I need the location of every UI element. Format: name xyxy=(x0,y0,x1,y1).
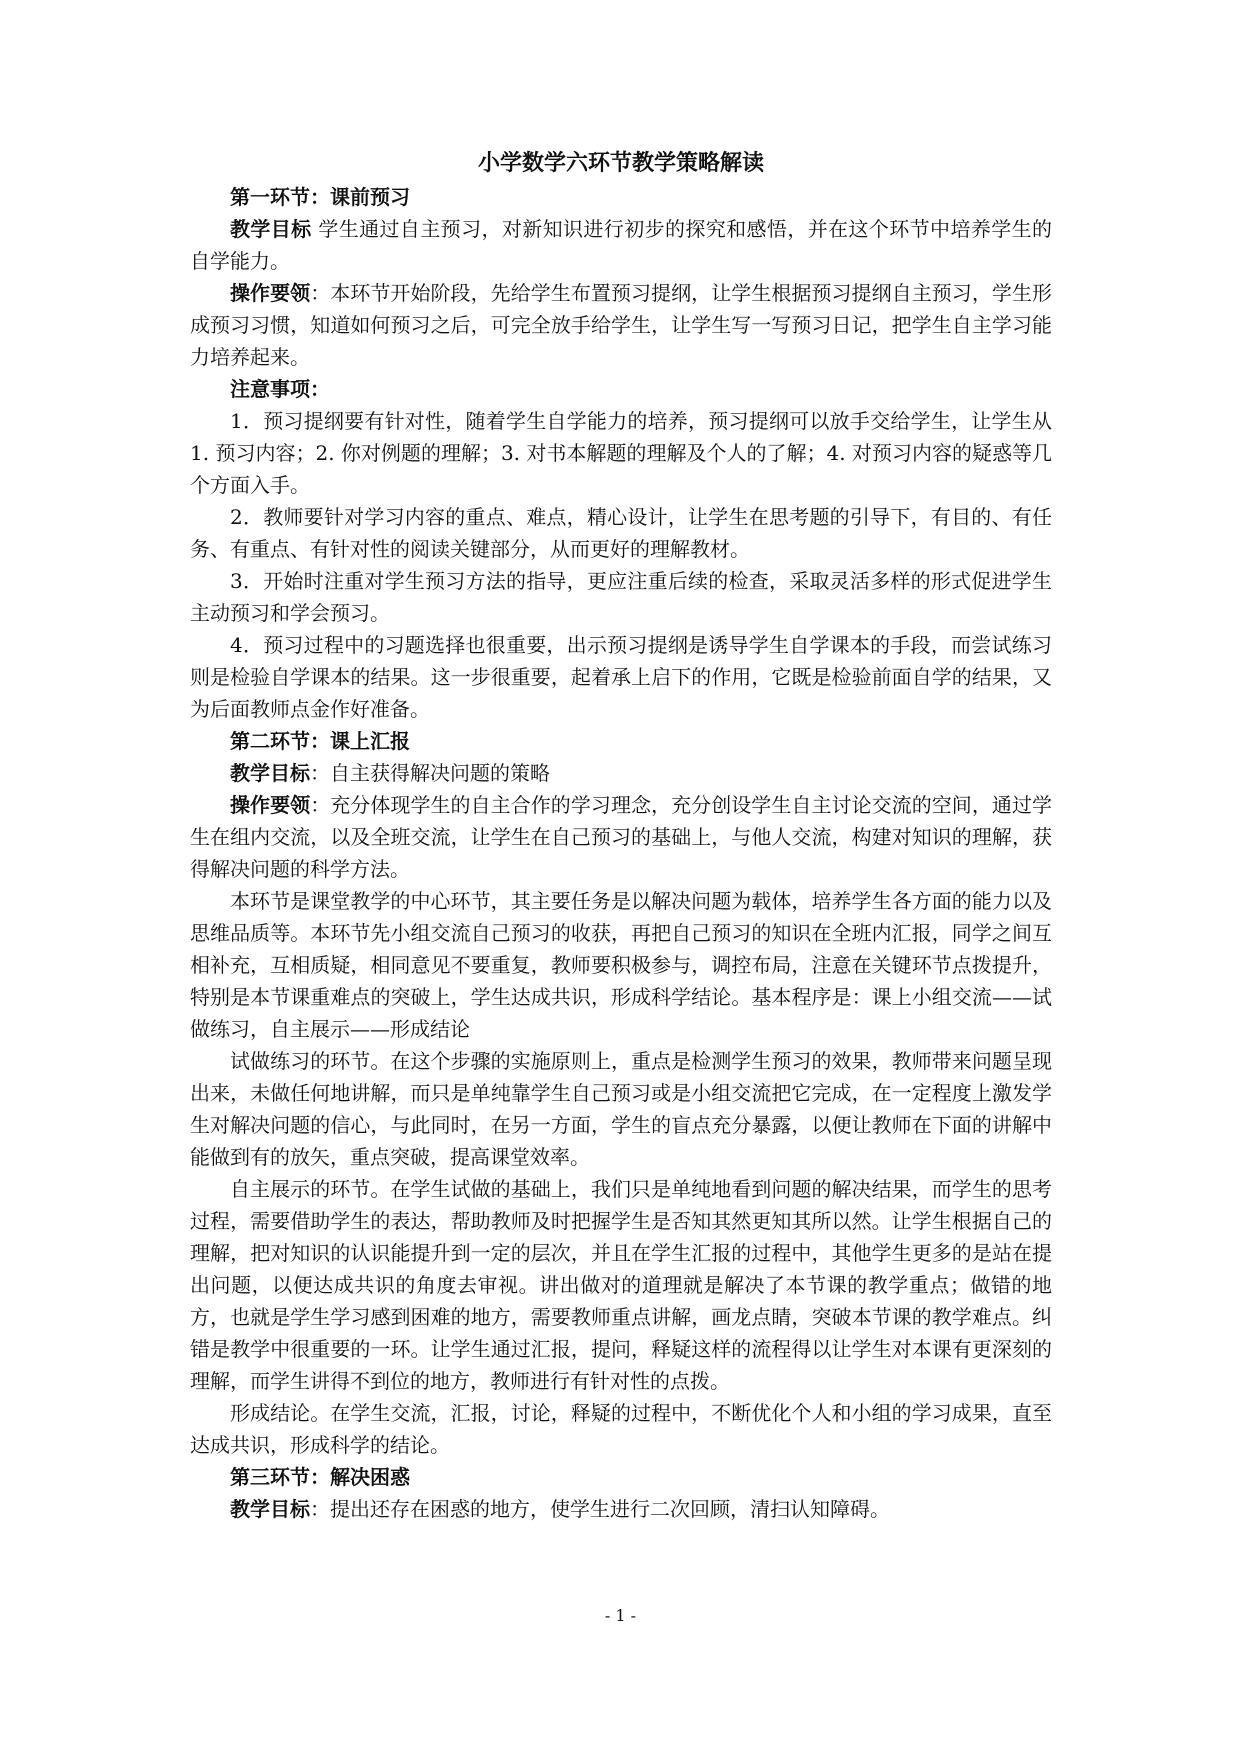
section-1-heading: 第一环节：课前预习 xyxy=(230,185,410,209)
section-1-operation xyxy=(190,277,1052,373)
body-paragraph: 形成结论。在学生交流，汇报，讨论，释疑的过程中，不断优化个人和小组的学习成果，直至达成共识，形成科学的结论。 xyxy=(190,1401,1052,1457)
goal-text: ：自主获得解决问题的策略 xyxy=(310,761,550,785)
body-paragraph: 本环节是课堂教学的中心环节，其主要任务是以解决问题为载体，培养学生各方面的能力以及思维品质等。本环节先小组交流自己预习的收获，再把自己预习的知识在全班内汇报，同学之间互相补充，互相质疑，相同意见不要重复，教师要积极参与，调控布局，注意在关键环节点拨提升，特别是本节课重难点的突破上，学生达成共识，形成科学结论。基本程序是：课上小组交流——试做练习，自主展示——形成结论 xyxy=(190,889,1052,1041)
page-number: - 1 - xyxy=(604,1606,637,1625)
goal-text: ：提出还存在困惑的地方，使学生进行二次回顾，清扫认知障碍。 xyxy=(310,1497,890,1521)
document-title: 小学数学六环节教学策略解读 xyxy=(477,150,764,176)
section-3-heading: 第三环节：解决困惑 xyxy=(230,1465,410,1489)
section-2-operation xyxy=(190,789,1052,885)
note-item: 2．教师要针对学习内容的重点、难点，精心设计，让学生在思考题的引导下，有目的、有任务、有重点、有针对性的阅读关键部分，从而更好的理解教材。 xyxy=(190,505,1052,561)
body-paragraph: 试做练习的环节。在这个步骤的实施原则上，重点是检测学生预习的效果，教师带来问题呈现出来，未做任何地讲解，而只是单纯靠学生自己预习或是小组交流把它完成，在一定程度上激发学生对解决问题的信心，与此同时，在另一方面，学生的盲点充分暴露，以便让教师在下面的讲解中能做到有的放矢，重点突破，提高课堂效率。 xyxy=(190,1049,1052,1169)
body-paragraph: 自主展示的环节。在学生试做的基础上，我们只是单纯地看到问题的解决结果，而学生的思考过程，需要借助学生的表达，帮助教师及时把握学生是否知其然更知其所以然。让学生根据自己的理解，把对知识的认识能提升到一定的层次，并且在学生汇报的过程中，其他学生更多的是站在提出问题，以便达成共识的角度去审视。讲出做对的道理就是解决了本节课的教学重点；做错的地方，也就是学生学习感到困难的地方，需要教师重点讲解，画龙点睛，突破本节课的教学难点。纠错是教学中很重要的一环。让学生通过汇报，提问，释疑这样的流程得以让学生对本课有更深刻的理解，而学生讲得不到位的地方，教师进行有针对性的点拨。 xyxy=(190,1177,1052,1393)
operation-label: 操作要领 xyxy=(230,793,311,817)
section-2-goal xyxy=(190,757,1052,789)
document-page xyxy=(190,145,1052,1525)
goal-label: 教学目标 xyxy=(230,217,312,241)
operation-text: ：本环节开始阶段，先给学生布置预习提纲，让学生根据预习提纲自主预习，学生形成预习习惯，知道如何预习之后，可完全放手给学生，让学生写一写预习日记，把学生自主学习能力培养起来。 xyxy=(190,281,1053,369)
section-1-goal xyxy=(190,213,1052,277)
operation-text: ：充分体现学生的自主合作的学习理念，充分创设学生自主讨论交流的空间，通过学生在组内交流，以及全班交流，让学生在自己预习的基础上，与他人交流，构建对知识的理解，获得解决问题的科学方法。 xyxy=(190,793,1053,881)
note-item: 1．预习提纲要有针对性，随着学生自学能力的培养，预习提纲可以放手交给学生，让学生从 1. 预习内容；2. 你对例题的理解；3. 对书本解题的理解及个人的了解；4. 对预习内容的疑惑等几个方面入手。 xyxy=(190,409,1052,497)
goal-text: 学生通过自主预习，对新知识进行初步的探究和感悟，并在这个环节中培养学生的自学能力。 xyxy=(190,217,1053,273)
notes-label: 注意事项： xyxy=(230,377,330,401)
section-3-goal xyxy=(190,1493,1052,1525)
section-2-heading: 第二环节：课上汇报 xyxy=(230,729,410,753)
note-item: 4．预习过程中的习题选择也很重要，出示预习提纲是诱导学生自学课本的手段，而尝试练习则是检验自学课本的结果。这一步很重要，起着承上启下的作用，它既是检验前面自学的结果，又为后面教师点金作好准备。 xyxy=(190,633,1052,721)
goal-label: 教学目标 xyxy=(230,761,310,785)
operation-label: 操作要领 xyxy=(230,281,311,305)
goal-label: 教学目标 xyxy=(230,1497,310,1521)
note-item: 3．开始时注重对学生预习方法的指导，更应注重后续的检查，采取灵活多样的形式促进学生主动预习和学会预习。 xyxy=(190,569,1052,625)
